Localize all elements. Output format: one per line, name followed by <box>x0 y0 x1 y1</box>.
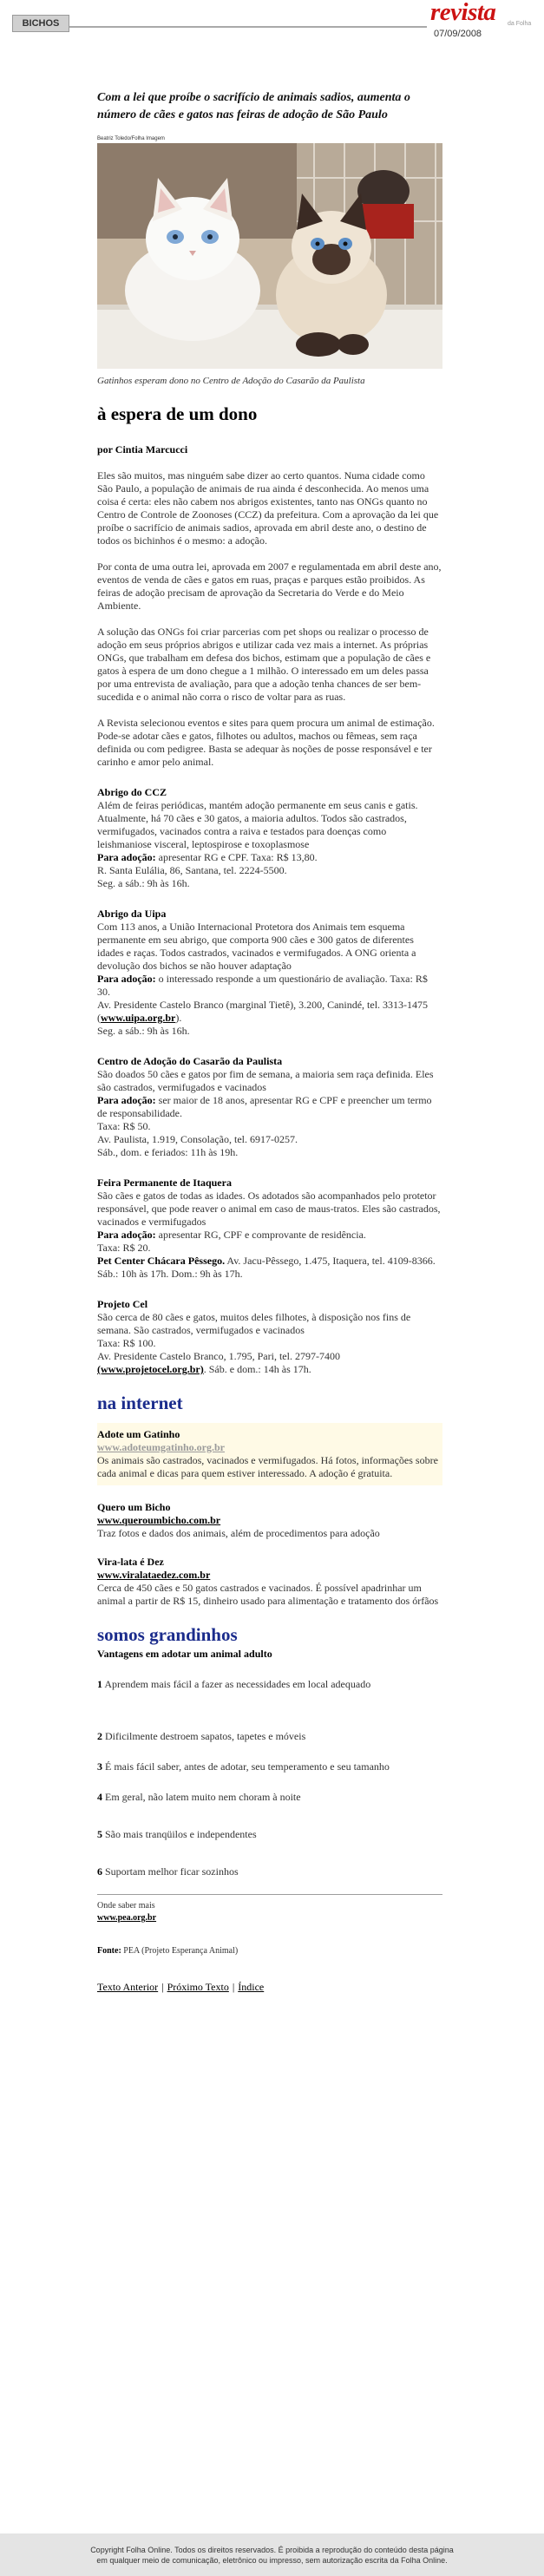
entry-fee: Taxa: R$ 50. <box>97 1120 151 1132</box>
entry-address: Av. Presidente Castelo Branco, 1.795, Pari, tel. 2797-7400 <box>97 1350 340 1362</box>
entry-adoption <box>97 1094 442 1120</box>
entry-name: Abrigo do CCZ <box>97 786 167 798</box>
site-description: Cerca de 450 cães e 50 gatos castrados e vacinados. É possível apadrinhar um animal a partir de R$ 15, dinheiro usado para alimentação e tratamento dos órfãos <box>97 1582 439 1607</box>
projeto-cel-link[interactable]: (www.projetocel.org.br) <box>97 1363 204 1375</box>
site-link[interactable]: www.viralataedez.com.br <box>97 1569 211 1581</box>
entry-place <box>97 1255 442 1268</box>
article-paragraph: A Revista selecionou eventos e sites para quem procura um animal de estimação. Pode-se adotar cães e gatos, filhotes ou adultos, machos ou fêmeas, sem raça definida ou com pedigree. Basta se adequar às noções de posse responsável e ter carinho e amor pelo animal. <box>97 717 435 768</box>
photo-caption: Gatinhos esperam dono no Centro de Adoção do Casarão da Paulista <box>97 376 365 386</box>
site-link[interactable]: www.adoteumgatinho.org.br <box>97 1441 226 1453</box>
logo-subtitle: da Folha <box>508 21 532 27</box>
publication-date: 07/09/2008 <box>434 29 482 39</box>
entry-adoption <box>97 851 442 864</box>
internet-section-title: na internet <box>97 1393 183 1413</box>
entry-adoption-label: Para adoção: <box>97 1094 156 1106</box>
tips-list <box>97 1678 442 1878</box>
adoption-entry-uipa <box>97 908 442 1038</box>
article-paragraph: Eles são muitos, mas ninguém sabe dizer ao certo quantos. Numa cidade como São Paulo, a população de animais de rua ainda é desconhecida. Ao menos uma coisa é certa: eles não cabem nos abrigos existentes, tanto nas ONGs quanto no Centro de Controle de Zoonoses (CCZ) da prefeitura. Com a aprovação da lei que proíbe o sacrifício de animais sadios, aprovada em abril deste ano, o destino de todos os bichinhos é o mesmo: a adoção. <box>97 469 439 547</box>
adoption-entry-itaquera <box>97 1177 442 1281</box>
tip-number: 3 <box>97 1760 102 1773</box>
entry-description: Além de feiras periódicas, mantém adoção permanente em seus canis e gatis. Atualmente, há 70 cães e 30 gatos, a maioria adultos. Todos são castrados, vermifugados, vacinados contra a raiva e testados para doenças como leishmaniose visceral, leptospirose e toxoplasmose <box>97 799 418 850</box>
entry-fee: Taxa: R$ 20. <box>97 1242 151 1254</box>
tip-number: 4 <box>97 1791 102 1803</box>
entry-place-text: Av. Jacu-Pêssego, 1.475, Itaquera, tel. 4109-8366. <box>225 1255 436 1267</box>
kittens-photo <box>97 143 442 369</box>
revista-logo[interactable]: revista <box>430 0 496 26</box>
tip-text: Aprendem mais fácil a fazer as necessidades em local adequado <box>102 1678 371 1690</box>
more-info <box>97 1900 442 1924</box>
entry-place-label: Pet Center Chácara Pêssego. <box>97 1255 226 1267</box>
tip-text: Em geral, não latem muito nem choram à noite <box>102 1791 301 1803</box>
nav-separator: | <box>232 1981 235 1993</box>
entry-hours-line <box>97 1363 442 1376</box>
copyright-line-1: Copyright Folha Online. Todos os direitos reservados. É proibida a reprodução do conteúdo desta página <box>90 2546 454 2554</box>
entry-adoption-text: apresentar RG e CPF. Taxa: R$ 13,80. <box>155 851 318 863</box>
source-text: PEA (Projeto Esperança Animal) <box>121 1946 239 1956</box>
entry-adoption-label: Para adoção: <box>97 1229 156 1241</box>
entry-description: São doados 50 cães e gatos por fim de semana, a maioria sem raça definida. Eles são castrados, vermifugados e vacinados <box>97 1068 434 1093</box>
site-name: Quero um Bicho <box>97 1501 171 1513</box>
divider <box>97 1894 442 1895</box>
internet-item <box>97 1501 442 1540</box>
entry-description: Com 113 anos, a União Internacional Protetora dos Animais tem esquema permanente em seu abrigo, que comporta 900 cães e 300 gatos de diferentes idades e raças. Todos castrados, vacinados e vermifugados. A ONG orienta a devolução dos bichos se não houver adaptação <box>97 921 416 972</box>
tip-text: Dificilmente destroem sapatos, tapetes e móveis <box>102 1730 306 1742</box>
tip-item <box>97 1791 442 1804</box>
article-paragraph: Por conta de uma outra lei, aprovada em 2007 e regulamentada em abril deste ano, eventos de venda de cães e gatos em ruas, praças e parques estão proibidos. As feiras de adoção precisam de aprovação da Secretaria do Verde e do Meio Ambiente. <box>97 560 442 612</box>
tip-number: 2 <box>97 1730 102 1742</box>
adoption-entry-ccz <box>97 786 442 890</box>
entry-hours: . Sáb. e dom.: 14h às 17h. <box>203 1363 311 1375</box>
article-navigation <box>97 1980 442 1994</box>
tip-number: 6 <box>97 1865 102 1878</box>
entry-address-text: Av. Presidente Castelo Branco (marginal Tietê), 3.200, Canindé, tel. 3313-1475 ( <box>97 999 429 1024</box>
more-info-label: Onde saber mais <box>97 1901 155 1911</box>
adoption-entry-projeto-cel <box>97 1298 442 1376</box>
site-link[interactable]: www.queroumbicho.com.br <box>97 1514 221 1526</box>
entry-adoption-text: ser maior de 18 anos, apresentar RG e CPF e preencher um termo de responsabilidade. <box>97 1094 432 1119</box>
section-badge: BICHOS <box>12 15 69 32</box>
internet-highlight-box <box>97 1423 442 1485</box>
entry-description: São cães e gatos de todas as idades. Os adotados são acompanhados pelo protetor responsável, que pode reaver o animal em caso de maus-tratos. Eles são castrados, vacinados e vermifugados <box>97 1190 441 1228</box>
entry-fee: Taxa: R$ 100. <box>97 1337 156 1349</box>
page-footer <box>0 2533 544 2576</box>
index-link[interactable]: Índice <box>238 1981 265 1993</box>
nav-separator: | <box>161 1981 164 1993</box>
tip-item <box>97 1865 442 1878</box>
entry-name: Abrigo da Uipa <box>97 908 167 920</box>
article-byline: por Cintia Marcucci <box>97 443 188 456</box>
article-lead: Com a lei que proíbe o sacrifício de animais sadios, aumenta o número de cães e gatos nas feiras de adoção de São Paulo <box>97 91 410 121</box>
tip-item <box>97 1828 442 1841</box>
tip-item <box>97 1678 442 1691</box>
entry-address: R. Santa Eulália, 86, Santana, tel. 2224-5500. <box>97 864 287 876</box>
page-header <box>0 0 544 38</box>
entry-description: São cerca de 80 cães e gatos, muitos deles filhotes, à disposição nos fins de semana. São castrados, vermifugados e vacinados <box>97 1311 411 1336</box>
tip-number: 1 <box>97 1678 102 1690</box>
source-label: Fonte: <box>97 1946 121 1956</box>
site-name: Adote um Gatinho <box>97 1428 180 1440</box>
entry-address <box>97 999 442 1025</box>
photo-credit: Beatriz Toledo/Folha Imagem <box>97 136 165 141</box>
tip-item <box>97 1760 442 1773</box>
article-title: à espera de um dono <box>97 403 258 424</box>
entry-adoption <box>97 973 442 999</box>
tip-text: São mais tranqüilos e independentes <box>102 1828 257 1840</box>
header-rule <box>69 26 427 28</box>
uipa-link[interactable]: www.uipa.org.br <box>101 1012 176 1024</box>
article-paragraph: A solução das ONGs foi criar parcerias com pet shops ou realizar o processo de adoção em seus próprios abrigos e utilizar cada vez mais a internet. As próprias ONGs, que trabalham em defesa dos bichos, estimam que a população de cães e gatos à espera de um dono chegue a 1 milhão. O interessado em um deles passa por uma entrevista de avaliação, para que a adoção tenha chances de ser bem-sucedida e o animal não corra o risco de voltar para as ruas. <box>97 626 431 703</box>
adoption-entry-casarao <box>97 1055 442 1159</box>
tip-item <box>97 1730 442 1743</box>
entry-name: Projeto Cel <box>97 1298 148 1310</box>
entry-hours: Seg. a sáb.: 9h às 16h. <box>97 877 190 889</box>
entry-adoption-text: apresentar RG, CPF e comprovante de residência. <box>155 1229 366 1241</box>
internet-item <box>97 1428 439 1480</box>
pea-link[interactable]: www.pea.org.br <box>97 1913 157 1923</box>
entry-adoption <box>97 1229 442 1242</box>
entry-hours: Sáb.: 10h às 17h. Dom.: 9h às 17h. <box>97 1268 243 1280</box>
tip-number: 5 <box>97 1828 102 1840</box>
entry-adoption-text: o interessado responde a um questionário de avaliação. Taxa: R$ 30. <box>97 973 428 998</box>
site-description: Os animais são castrados, vacinados e vermifugados. Há fotos, informações sobre cada animal e dicas para quem estiver interessado. A adoção é gratuita. <box>97 1454 438 1479</box>
tip-text: Suportam melhor ficar sozinhos <box>102 1865 239 1878</box>
grandinhos-section-title: somos grandinhos <box>97 1624 238 1645</box>
article <box>97 89 442 1994</box>
entry-adoption-label: Para adoção: <box>97 973 156 985</box>
entry-address-end: ). <box>175 1012 182 1024</box>
internet-item <box>97 1556 442 1608</box>
entry-hours: Sáb., dom. e feriados: 11h às 19h. <box>97 1146 239 1158</box>
entry-name: Centro de Adoção do Casarão da Paulista <box>97 1055 283 1067</box>
previous-text-link[interactable]: Texto Anterior <box>97 1981 159 1993</box>
tip-text: É mais fácil saber, antes de adotar, seu temperamento e seu tamanho <box>102 1760 390 1773</box>
entry-hours: Seg. a sáb.: 9h às 16h. <box>97 1025 190 1037</box>
grandinhos-subtitle: Vantagens em adotar um animal adulto <box>97 1648 272 1660</box>
next-text-link[interactable]: Próximo Texto <box>167 1981 229 1993</box>
copyright-line-2: em qualquer meio de comunicação, eletrônico ou impresso, sem autorização escrita da Folha Online. <box>96 2556 448 2565</box>
site-description: Traz fotos e dados dos animais, além de procedimentos para adoção <box>97 1527 380 1539</box>
entry-name: Feira Permanente de Itaquera <box>97 1177 232 1189</box>
site-name: Vira-lata é Dez <box>97 1556 164 1568</box>
entry-address: Av. Paulista, 1.919, Consolação, tel. 6917-0257. <box>97 1133 298 1145</box>
entry-adoption-label: Para adoção: <box>97 851 156 863</box>
source-note <box>97 1945 442 1957</box>
